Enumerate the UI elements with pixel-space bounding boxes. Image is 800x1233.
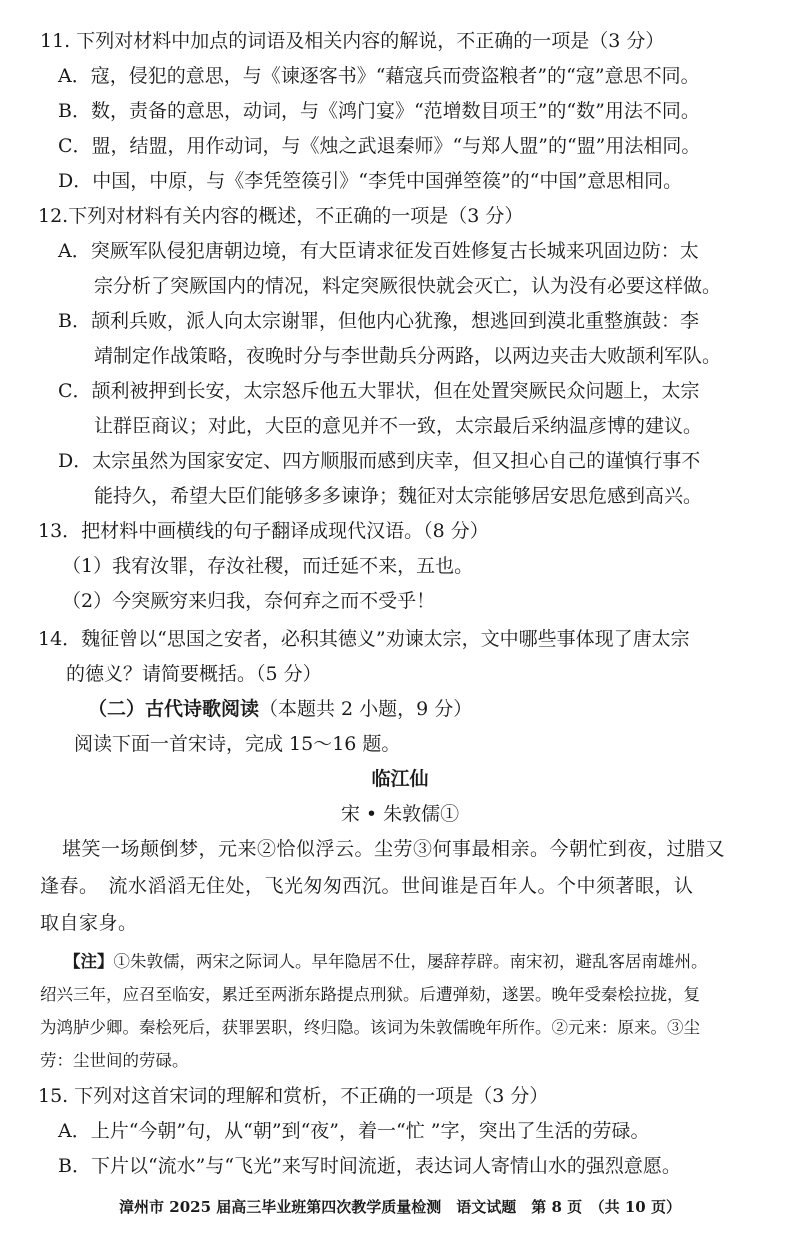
section2-instruction: 阅读下面一首宋诗，完成 15～16 题。 [74, 733, 401, 755]
q11-stem: 11. 下列对材料中加点的词语及相关内容的解说，不正确的一项是（3 分） [40, 30, 665, 52]
section2-note: （本题共 2 小题，9 分） [259, 698, 473, 720]
note-line-4: 劳：尘世间的劳碌。 [40, 1051, 189, 1070]
section2-heading [88, 696, 472, 722]
page-footer: 漳州市 2025 届高三毕业班第四次教学质量检测 语文试题 第 8 页 （共 10 页） [119, 1198, 681, 1216]
q12-option-b-line2: 靖制定作战策略，夜晚时分与李世勣兵分两路，以两边夹击大败颉利军队。 [94, 345, 722, 367]
q13-stem: 13．把材料中画横线的句子翻译成现代汉语。（8 分） [38, 520, 489, 542]
q14-line-2: 的德义？请简要概括。（5 分） [66, 663, 322, 685]
q12-option-d-line2: 能持久，希望大臣们能够多多谏诤；魏征对太宗能够居安思危感到高兴。 [94, 485, 703, 507]
q12-option-d-line1: D．太宗虽然为国家安定、四方顺服而感到庆幸，但又担心自己的谨慎行事不 [58, 450, 701, 472]
q11-option-c: C．盟，结盟，用作动词，与《烛之武退秦师》“与郑人盟”的“盟”用法相同。 [58, 135, 701, 157]
q12-option-b-line1: B．颉利兵败，派人向太宗谢罪，但他内心犹豫，想逃回到漠北重整旗鼓：李 [58, 310, 699, 332]
note-label: 【注】 [64, 952, 114, 971]
note-text-1: ①朱敦儒，两宋之际词人。早年隐居不仕，屡辞荐辟。南宋初，避乱客居南雄州。 [113, 952, 708, 971]
q12-option-c-line2: 让群臣商议；对此，大臣的意见并不一致，太宗最后采纳温彦博的建议。 [94, 415, 703, 437]
q14-line-1: 14．魏征曾以“思国之安者，必积其德义”劝谏太宗，文中哪些事体现了唐太宗 [38, 628, 690, 650]
poem-line-1: 堪笑一场颠倒梦，元来②恰似浮云。尘劳③何事最相亲。今朝忙到夜，过腊又 [62, 838, 726, 860]
q12-stem: 12.下列对材料有关内容的概述，不正确的一项是（3 分） [38, 205, 524, 227]
q11-option-d: D．中国，中原，与《李凭箜篌引》“李凭中国弹箜篌”的“中国”意思相同。 [58, 170, 683, 192]
section2-title: （二）古代诗歌阅读 [88, 698, 260, 720]
q12-option-a-line2: 宗分析了突厥国内的情况，料定突厥很快就会灭亡，认为没有必要这样做。 [94, 275, 722, 297]
q15-stem: 15. 下列对这首宋词的理解和赏析，不正确的一项是（3 分） [38, 1085, 549, 1107]
q11-option-a: A．寇，侵犯的意思，与《谏逐客书》“藉寇兵而赍盗粮者”的“寇”意思不同。 [58, 65, 700, 87]
q15-option-b: B．下片以“流水”与“飞光”来写时间流逝，表达词人寄情山水的强烈意愿。 [58, 1155, 681, 1177]
q13-item-2: （2）今突厥穷来归我，奈何弃之而不受乎！ [62, 590, 436, 612]
poem-title: 临江仙 [371, 768, 429, 790]
q12-option-a-line1: A．突厥军队侵犯唐朝边境，有大臣请求征发百姓修复古长城来巩固边防：太 [58, 240, 699, 262]
poem-author: 宋 • 朱敦儒① [340, 803, 460, 825]
q15-option-a: A．上片“今朝”句，从“朝”到“夜”，着一“忙 ”字，突出了生活的劳碌。 [58, 1120, 650, 1142]
note-line-3: 为鸿胪少卿。秦桧死后，获罪罢职，终归隐。该词为朱敦儒晚年所作。②元来：原来。③尘 [40, 1018, 700, 1037]
q12-option-c-line1: C．颉利被押到长安，太宗怒斥他五大罪状，但在处置突厥民众问题上，太宗 [58, 380, 700, 402]
note-line-2: 绍兴三年，应召至临安，累迁至两浙东路提点刑狱。后遭弹劾，遂罢。晚年受秦桧拉拢，复 [40, 985, 700, 1004]
q13-item-1: （1）我宥汝罪，存汝社稷，而迁延不来，五也。 [62, 555, 474, 577]
poem-line-3: 取自家身。 [40, 912, 138, 934]
q11-option-b: B．数，责备的意思，动词，与《鸿门宴》“范增数目项王”的“数”用法不同。 [58, 100, 700, 122]
note-line-1 [64, 950, 708, 974]
poem-line-2: 逢春。 流水滔滔无住处，飞光匆匆西沉。世间谁是百年人。个中须著眼，认 [40, 875, 694, 897]
